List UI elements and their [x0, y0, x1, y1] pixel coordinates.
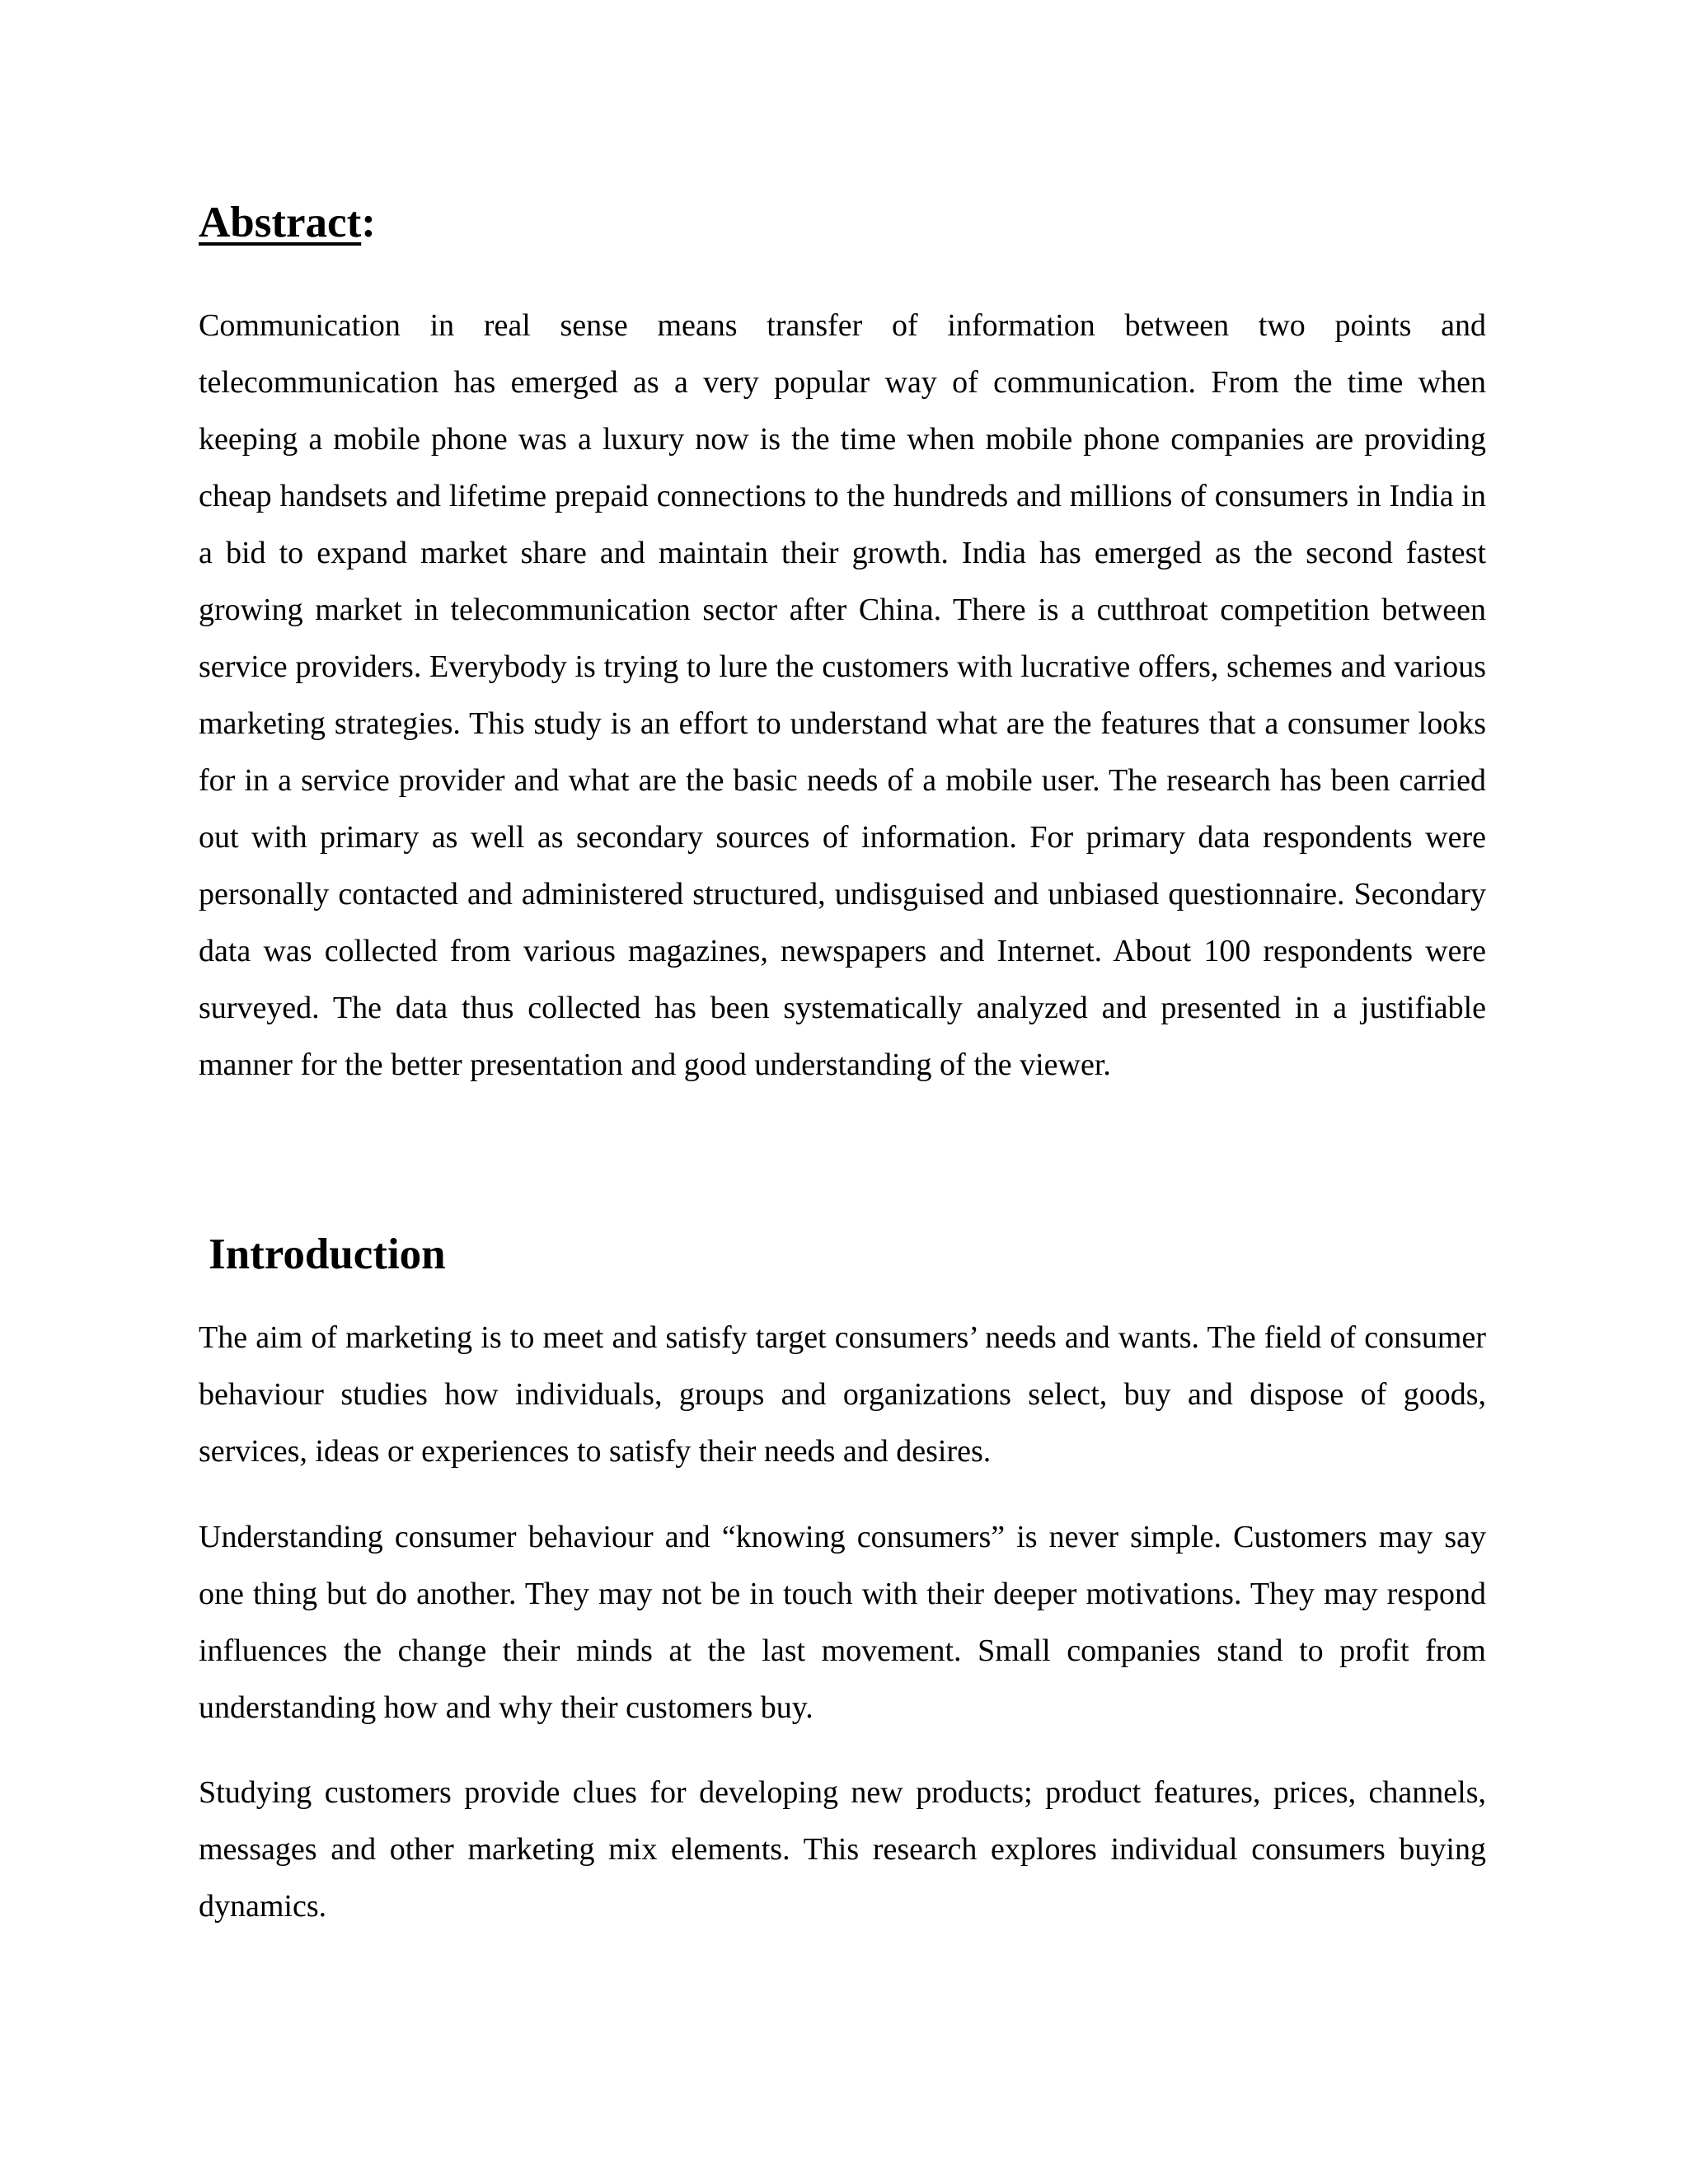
- introduction-paragraph-1: The aim of marketing is to meet and satisfy target consumers’ needs and wants. The field of consumer behaviour studies how individuals, groups and organizations select, buy and dispose of goods, services, ideas or experiences to satisfy their needs and desires.: [199, 1320, 1486, 1469]
- introduction-paragraph-3: Studying customers provide clues for developing new products; product features, prices, channels, messages and other marketing mix elements. This research explores individual consumers buying dynamics.: [199, 1775, 1486, 1924]
- abstract-heading-colon: :: [361, 199, 376, 246]
- abstract-heading-text: Abstract: [199, 199, 362, 246]
- introduction-heading: Introduction: [209, 1230, 446, 1278]
- abstract-heading: [199, 201, 376, 245]
- abstract-paragraph: Communication in real sense means transfer of information between two points and telecommunication has emerged as a very popular way of communication. From the time when keeping a mobile phone was a luxury now is the time when mobile phone companies are providing cheap handsets and lifetime prepaid connections to the hundreds and millions of consumers in India in a bid to expand market share and maintain their growth. India has emerged as the second fastest growing market in telecommunication sector after China. There is a cutthroat competition between service providers. Everybody is trying to lure the customers with lucrative offers, schemes and various marketing strategies. This study is an effort to understand what are the features that a consumer looks for in a service provider and what are the basic needs of a mobile user. The research has been carried out with primary as well as secondary sources of information. For primary data respondents were personally contacted and administered structured, undisguised and unbiased questionnaire. Secondary data was collected from various magazines, newspapers and Internet. About 100 respondents were surveyed. The data thus collected has been systematically analyzed and presented in a justifiable manner for the better presentation and good understanding of the viewer.: [199, 308, 1486, 1082]
- introduction-paragraph-2: Understanding consumer behaviour and “knowing consumers” is never simple. Customers may say one thing but do another. They may not be in touch with their deeper motivations. They may respond influences the change their minds at the last movement. Small companies stand to profit from understanding how and why their customers buy.: [199, 1520, 1486, 1725]
